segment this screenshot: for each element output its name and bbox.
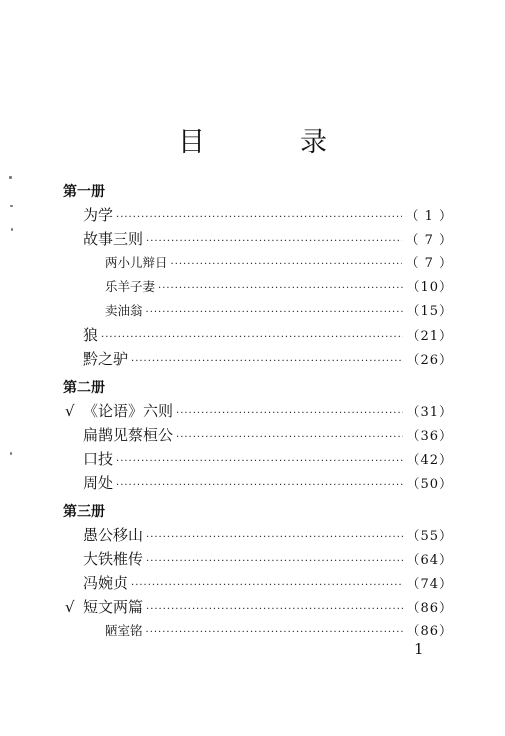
page-number: 1	[414, 640, 424, 658]
toc-entry	[63, 595, 453, 619]
toc-entry	[63, 323, 453, 347]
dot-leader	[176, 402, 403, 426]
section-heading: 第二册	[63, 380, 105, 396]
toc-entry	[63, 203, 453, 227]
toc-entry	[63, 423, 453, 447]
dot-leader	[116, 206, 402, 230]
toc-entry-page: （ 7 ）	[405, 233, 453, 248]
toc-entry-page: （31）	[406, 405, 453, 420]
toc-entry-page: （10）	[406, 280, 453, 295]
toc-entry-title: 口技	[83, 450, 114, 468]
table-of-contents	[63, 181, 453, 643]
checkmark: √	[65, 402, 75, 420]
toc-entry-title: 卖油翁	[105, 303, 143, 318]
toc-entry-page: （55）	[406, 529, 453, 544]
toc-entry-title: 大铁椎传	[83, 550, 144, 568]
toc-entry-page: （42）	[406, 453, 453, 468]
scan-speck	[10, 452, 12, 455]
toc-entry-title: 冯婉贞	[83, 574, 129, 592]
page-title: 目 录	[178, 127, 361, 158]
toc-entry-page: （64）	[406, 553, 453, 568]
toc-entry	[63, 523, 453, 547]
toc-entry-title: 两小儿辩日	[105, 255, 168, 270]
dot-leader	[176, 426, 403, 450]
dot-leader	[146, 526, 403, 550]
toc-entry-title: 周处	[83, 474, 114, 492]
toc-entry-page: （86）	[406, 601, 453, 616]
toc-entry	[63, 571, 453, 595]
toc-entry	[63, 227, 453, 251]
dot-leader	[116, 450, 403, 474]
dot-leader	[101, 326, 403, 350]
toc-entry-page: （36）	[406, 429, 453, 444]
toc-entry-title: 《论语》六则	[83, 402, 174, 420]
toc-entry-page: （ 1 ）	[405, 209, 453, 224]
toc-entry	[63, 251, 453, 275]
toc-entry-page: （50）	[406, 477, 453, 492]
toc-entry-page: （26）	[406, 353, 453, 368]
toc-entry-page: （15）	[406, 304, 453, 319]
scan-speck	[10, 205, 13, 207]
toc-entry	[63, 299, 453, 323]
toc-entry	[63, 399, 453, 423]
scan-speck	[9, 176, 12, 179]
toc-entry	[63, 547, 453, 571]
toc-entry-title: 乐羊子妻	[105, 279, 156, 294]
dot-leader	[116, 474, 403, 498]
toc-entry-title: 狼	[83, 326, 99, 344]
scan-speck	[11, 228, 13, 231]
dot-leader	[146, 598, 403, 622]
dot-leader	[146, 550, 403, 574]
toc-entry	[63, 471, 453, 495]
toc-entry-page: （74）	[406, 577, 453, 592]
dot-leader	[131, 350, 403, 374]
dot-leader	[146, 621, 404, 645]
toc-entry-title: 短文两篇	[83, 598, 144, 616]
toc-entry-title: 愚公移山	[83, 526, 144, 544]
toc-entry-page: （21）	[406, 329, 453, 344]
dot-leader	[146, 230, 402, 254]
dot-leader	[131, 574, 403, 598]
section-heading: 第三册	[63, 504, 105, 520]
toc-entry	[63, 347, 453, 371]
dot-leader	[158, 277, 403, 301]
dot-leader	[146, 301, 404, 325]
toc-entry-page: （ 7 ）	[405, 256, 453, 271]
checkmark: √	[65, 598, 75, 616]
dot-leader	[171, 253, 403, 277]
toc-entry	[63, 275, 453, 299]
toc-entry-title: 故事三则	[83, 230, 144, 248]
toc-entry-title: 黔之驴	[83, 350, 129, 368]
toc-entry-title: 陋室铭	[105, 623, 143, 638]
toc-entry	[63, 619, 453, 643]
toc-entry	[63, 447, 453, 471]
toc-entry-page: （86）	[406, 624, 453, 639]
toc-entry-title: 扁鹊见蔡桓公	[83, 426, 174, 444]
section-heading: 第一册	[63, 184, 105, 200]
toc-entry-title: 为学	[83, 206, 114, 224]
